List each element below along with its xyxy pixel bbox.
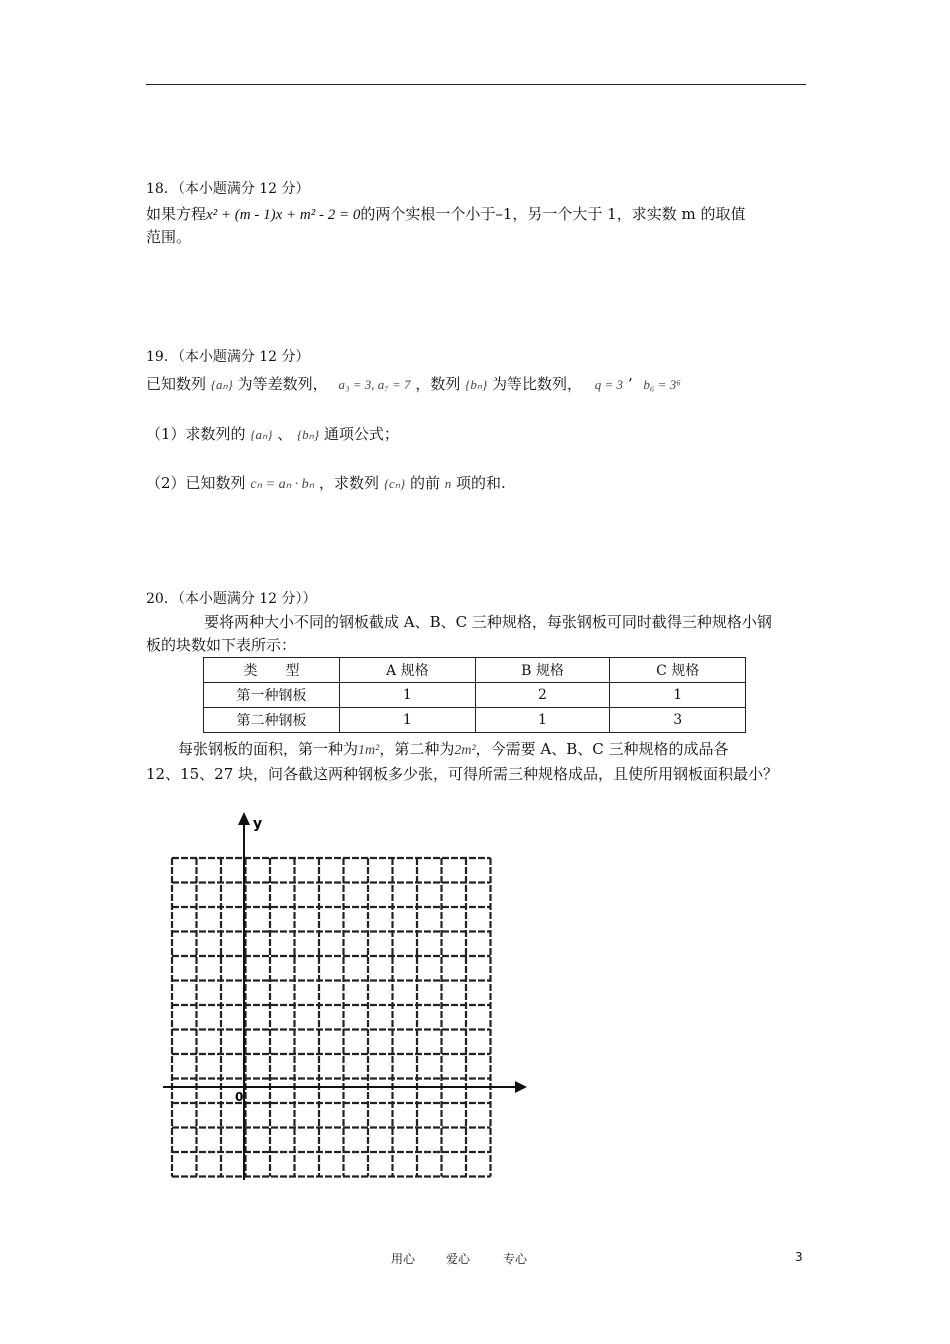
q19-text: 为等比数列， <box>491 375 582 393</box>
header-b: B 规格 <box>475 658 610 683</box>
q19-part1-post: 通项公式； <box>323 425 399 443</box>
seq-a-ref: {aₙ} <box>250 427 273 442</box>
b6-value: b₆ = 3⁶ <box>643 377 681 392</box>
y-axis-arrow <box>238 812 250 825</box>
coordinate-grid <box>155 810 535 1190</box>
q18-text-post: 的两个实根一个小于–1，另一个大于 1，求实数 m 的取值 <box>360 205 746 223</box>
cn-definition: cₙ = aₙ · bₙ <box>250 477 315 492</box>
header-type: 类 型 <box>204 658 340 683</box>
footer-text-3: 专心 <box>503 1252 528 1266</box>
q18-equation: x² + (m - 1)x + m² - 2 = 0 <box>206 207 361 223</box>
q19-sep: 、 <box>277 425 293 443</box>
cell: 第二种钢板 <box>204 708 340 733</box>
area1: 1m² <box>358 743 380 758</box>
seq-b-ref: {bₙ} <box>296 427 320 442</box>
header-a: A 规格 <box>339 658 475 683</box>
q19-text: 已知数列 <box>146 375 207 393</box>
q20-intro1: 要将两种大小不同的钢板截成 A、B、C 三种规格，每张钢板可同时截得三种规格小钢 <box>204 613 772 631</box>
q19-part2 <box>146 472 506 493</box>
footer-text-2: 爱心 <box>446 1252 471 1266</box>
cell: 3 <box>610 708 746 733</box>
x-axis-arrow <box>515 1081 527 1093</box>
q20-after2: 12、15、27 块，问各截这两种钢板多少张，可得所需三种规格成品，且使所用钢板面积最小？ <box>146 765 779 783</box>
q19-text: ，数列 <box>415 375 461 393</box>
spec-table <box>203 657 746 733</box>
q18-text: 如果方程 <box>146 205 207 223</box>
cell: 1 <box>339 708 475 733</box>
cell: 1 <box>339 683 475 708</box>
cell: 1 <box>475 708 610 733</box>
q19-part2-post: 项的和. <box>456 474 506 492</box>
page-number: 3 <box>795 1250 803 1264</box>
footer-text-1: 用心 <box>391 1252 416 1266</box>
cell: 2 <box>475 683 610 708</box>
q18-line2: 范围。 <box>146 228 192 246</box>
q19-part2-text: （2）已知数列 <box>146 474 246 492</box>
q19-heading: 19．（本小题满分 12 分） <box>146 349 310 365</box>
n-var: n <box>444 476 452 491</box>
q20-text: 每张钢板的面积，第一种为 <box>178 740 359 758</box>
seq-c: {cₙ} <box>383 476 406 491</box>
area2: 2m² <box>454 743 476 758</box>
table-row <box>204 708 746 733</box>
table-header-row <box>204 658 746 683</box>
q19-text: 为等差数列， <box>237 375 328 393</box>
values-a: a₃ = 3, a₇ = 7 <box>338 377 411 392</box>
q19-part1-text: （1）求数列的 <box>146 425 246 443</box>
header-rule <box>146 84 806 85</box>
cell: 1 <box>610 683 746 708</box>
cell: 第一种钢板 <box>204 683 340 708</box>
seq-a: {aₙ} <box>210 377 233 392</box>
table-row <box>204 683 746 708</box>
q18-heading: 18．（本小题满分 12 分） <box>146 181 310 197</box>
y-axis-label: y <box>253 816 263 832</box>
q-value: q = 3 <box>594 377 624 392</box>
q19-given: 已知数列 {aₙ} 为等差数列， a₃ = 3, a₇ = 7 ，数列 {bₙ} 为等比数列， q = 3 ’ b₆ = 3⁶ <box>146 375 681 393</box>
q18-line1 <box>146 203 745 224</box>
q19-part2-mid2: 的前 <box>409 474 440 492</box>
q19-part2-mid: ，求数列 <box>319 474 380 492</box>
q20-heading: 20．（本小题满分 12 分）） <box>146 591 317 607</box>
q20-text: ，今需要 A、B、C 三种规格的成品各 <box>475 740 729 758</box>
seq-b: {bₙ} <box>465 377 488 392</box>
q20-text: ，第二种为 <box>379 740 455 758</box>
q19-part1 <box>146 423 399 444</box>
q20-after1 <box>178 738 729 759</box>
q20-intro2: 板的块数如下表所示： <box>146 636 297 654</box>
header-c: C 规格 <box>610 658 746 683</box>
origin-label: 0 <box>235 1090 244 1104</box>
